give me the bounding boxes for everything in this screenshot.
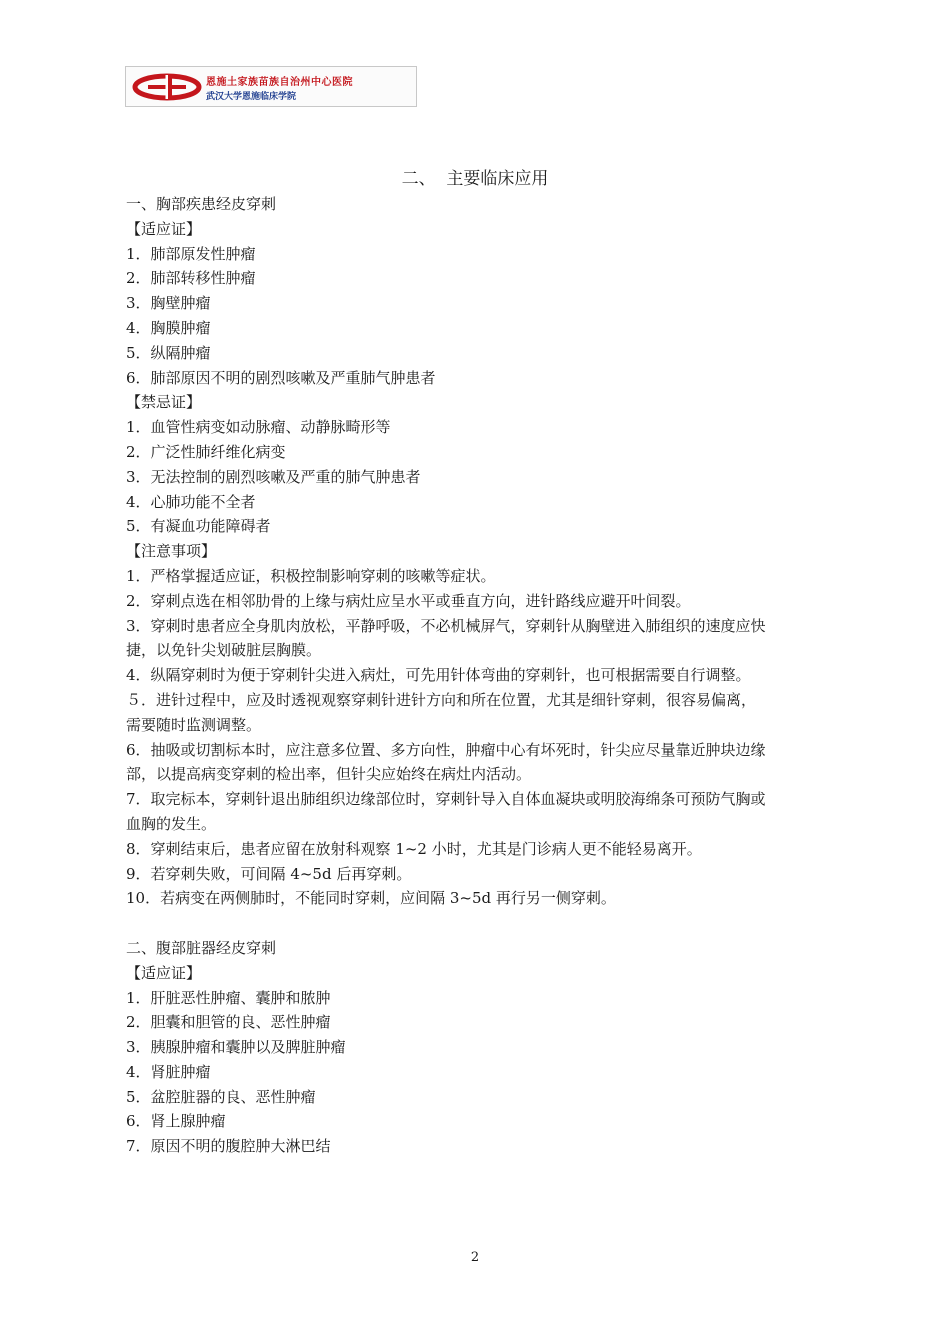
text-line: 7．取完标本，穿刺针退出肺组织边缘部位时，穿刺针导入自体血凝块或明胶海绵条可预防气胸或 — [126, 790, 766, 809]
logo-line-1: 恩施土家族苗族自治州中心医院 — [206, 77, 353, 88]
text-line: 3．胰腺肿瘤和囊肿以及脾脏肿瘤 — [126, 1038, 346, 1057]
text-line: 4．胸膜肿瘤 — [126, 318, 211, 337]
text-line — [126, 911, 838, 936]
text-line: 需要随时监测调整。 — [126, 715, 262, 734]
text-line: 血胸的发生。 — [126, 814, 217, 833]
text-line: ５．进针过程中，应及时透视观察穿刺针进针方向和所在位置，尤其是细针穿刺，很容易偏离， — [126, 690, 757, 709]
logo-line-2: 武汉大学恩施临床学院 — [206, 92, 297, 102]
text-line: 1．肝脏恶性肿瘤、囊肿和脓肿 — [126, 988, 331, 1007]
text-line: 6．抽吸或切割标本时，应注意多位置、多方向性，肿瘤中心有坏死时，针尖应尽量靠近肿块边缘 — [126, 740, 766, 759]
section-title: 二、 主要临床应用 — [401, 169, 549, 189]
text-line: 捷，以免针尖划破脏层胸膜。 — [126, 641, 322, 660]
text-line: 5．盆腔脏器的良、恶性肿瘤 — [126, 1087, 316, 1106]
hospital-logo — [125, 66, 417, 107]
hospital-emblem-icon — [130, 71, 204, 103]
text-line: 3．无法控制的剧烈咳嗽及严重的肺气肿患者 — [126, 467, 421, 486]
text-line: 7．原因不明的腹腔肿大淋巴结 — [126, 1137, 331, 1156]
text-line: 4．纵隔穿刺时为便于穿刺针尖进入病灶，可先用针体弯曲的穿刺针，也可根据需要自行调整。 — [126, 666, 751, 685]
text-line: 5．纵隔肿瘤 — [126, 343, 211, 362]
text-line: 3．穿刺时患者应全身肌肉放松，平静呼吸，不必机械屏气，穿刺针从胸壁进入肺组织的速度应快 — [126, 616, 766, 635]
text-line: 1．肺部原发性肿瘤 — [126, 244, 256, 263]
document-body — [126, 192, 838, 1159]
text-line: 一、胸部疾患经皮穿刺 — [126, 195, 277, 213]
text-line: 6．肾上腺肿瘤 — [126, 1112, 226, 1131]
text-line: 9．若穿刺失败，可间隔 4~5d 后再穿刺。 — [126, 864, 412, 883]
text-line: 8．穿刺结束后，患者应留在放射科观察 1~2 小时，尤其是门诊病人更不能轻易离开。 — [126, 839, 702, 858]
text-line: 部，以提高病变穿刺的检出率，但针尖应始终在病灶内活动。 — [126, 765, 532, 784]
text-line: 2．广泛性肺纤维化病变 — [126, 442, 286, 461]
text-line: 4．心肺功能不全者 — [126, 492, 256, 511]
text-line: 2．穿刺点选在相邻肋骨的上缘与病灶应呈水平或垂直方向，进针路线应避开叶间裂。 — [126, 591, 691, 610]
text-line: 5．有凝血功能障碍者 — [126, 517, 271, 536]
text-line: 1．严格掌握适应证，积极控制影响穿刺的咳嗽等症状。 — [126, 566, 496, 585]
text-line: 3．胸壁肿瘤 — [126, 294, 211, 313]
page-number: 2 — [470, 1250, 480, 1265]
text-line: 2．肺部转移性肿瘤 — [126, 269, 256, 288]
text-line: 【适应证】 — [126, 963, 202, 982]
text-line: 【注意事项】 — [126, 542, 217, 561]
text-line: 1．血管性病变如动脉瘤、动静脉畸形等 — [126, 418, 391, 437]
text-line: 6．肺部原因不明的剧烈咳嗽及严重肺气肿患者 — [126, 368, 436, 387]
text-line: 二、腹部脏器经皮穿刺 — [126, 938, 277, 957]
text-line: 2．胆囊和胆管的良、恶性肿瘤 — [126, 1013, 331, 1032]
text-line: 10．若病变在两侧肺时，不能同时穿刺，应间隔 3~5d 再行另一侧穿刺。 — [126, 889, 616, 908]
text-line: 4．肾脏肿瘤 — [126, 1062, 211, 1081]
text-line: 【禁忌证】 — [126, 393, 202, 412]
text-line: 【适应证】 — [126, 219, 202, 238]
